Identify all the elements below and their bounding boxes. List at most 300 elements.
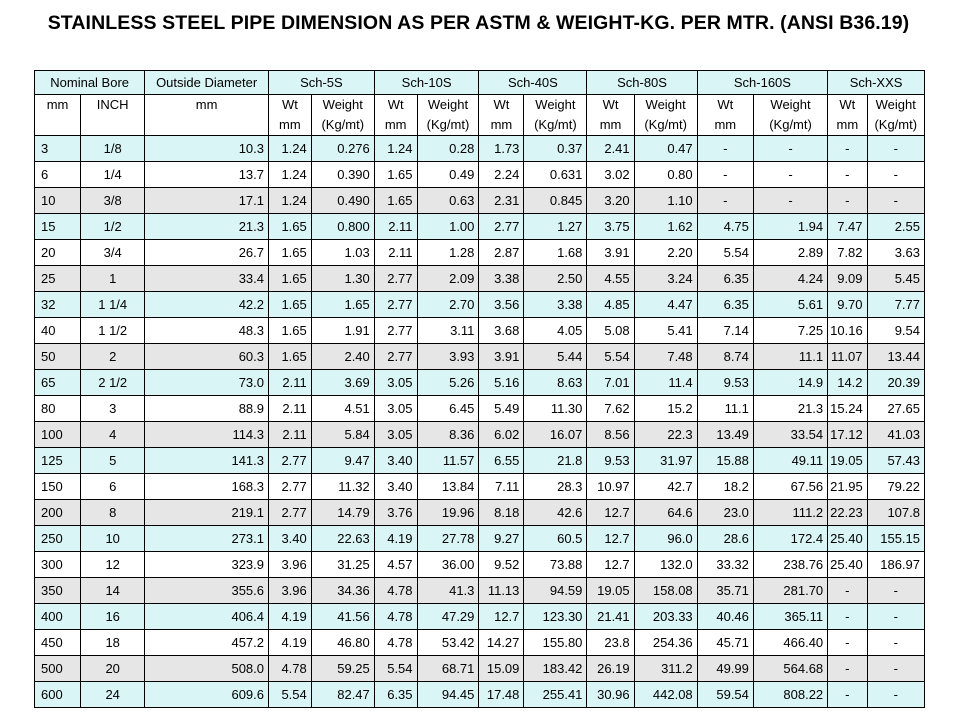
table-cell: 255.41: [524, 682, 587, 708]
table-cell: 9.70: [828, 292, 867, 318]
header-sch-10s: Sch-10S: [374, 71, 479, 95]
table-row: [35, 448, 925, 474]
table-cell: 500: [35, 656, 81, 682]
table-cell: 1: [81, 266, 145, 292]
table-cell: 2.50: [524, 266, 587, 292]
table-cell: 7.14: [697, 318, 753, 344]
table-cell: 50: [35, 344, 81, 370]
table-cell: 64.6: [634, 500, 697, 526]
table-cell: 2.11: [269, 422, 312, 448]
table-cell: 3.75: [587, 214, 634, 240]
table-cell: 33.4: [145, 266, 269, 292]
table-cell: 94.59: [524, 578, 587, 604]
table-cell: 14.9: [753, 370, 827, 396]
table-cell: 96.0: [634, 526, 697, 552]
table-cell: 25.40: [828, 552, 867, 578]
table-cell: -: [867, 188, 924, 214]
table-cell: 5: [81, 448, 145, 474]
header-outside-diameter: Outside Diameter: [145, 71, 269, 95]
table-cell: 323.9: [145, 552, 269, 578]
header-nominal-bore: Nominal Bore: [35, 71, 145, 95]
header-weight: Weight: [867, 95, 924, 116]
header-weight-unit: (Kg/mt): [417, 115, 479, 136]
table-cell: 33.32: [697, 552, 753, 578]
table-cell: 8.36: [417, 422, 479, 448]
table-cell: 10.3: [145, 136, 269, 162]
table-cell: 10.16: [828, 318, 867, 344]
table-cell: 80: [35, 396, 81, 422]
table-cell: 41.56: [311, 604, 374, 630]
table-cell: 23.0: [697, 500, 753, 526]
table-cell: 9.54: [867, 318, 924, 344]
table-cell: -: [828, 136, 867, 162]
table-row: [35, 656, 925, 682]
table-row: [35, 604, 925, 630]
header-od-mm: mm: [145, 95, 269, 136]
table-cell: 40.46: [697, 604, 753, 630]
table-cell: 45.71: [697, 630, 753, 656]
table-cell: 2.11: [374, 214, 417, 240]
table-cell: 300: [35, 552, 81, 578]
table-cell: 10: [35, 188, 81, 214]
table-cell: 311.2: [634, 656, 697, 682]
table-cell: 1.65: [269, 318, 312, 344]
table-cell: 2.11: [269, 396, 312, 422]
table-row: [35, 474, 925, 500]
table-cell: 4.85: [587, 292, 634, 318]
table-cell: 0.631: [524, 162, 587, 188]
table-cell: 9.09: [828, 266, 867, 292]
table-cell: 15.88: [697, 448, 753, 474]
table-cell: 0.845: [524, 188, 587, 214]
table-cell: 5.54: [697, 240, 753, 266]
table-cell: 49.99: [697, 656, 753, 682]
table-cell: 11.57: [417, 448, 479, 474]
table-cell: 17.48: [479, 682, 524, 708]
table-cell: 155.15: [867, 526, 924, 552]
table-cell: 46.80: [311, 630, 374, 656]
table-cell: 238.76: [753, 552, 827, 578]
table-cell: 3/4: [81, 240, 145, 266]
table-cell: 125: [35, 448, 81, 474]
header-sch-40s: Sch-40S: [479, 71, 587, 95]
table-cell: 3.56: [479, 292, 524, 318]
table-cell: 22.63: [311, 526, 374, 552]
table-cell: 9.47: [311, 448, 374, 474]
table-cell: 808.22: [753, 682, 827, 708]
table-cell: 11.30: [524, 396, 587, 422]
table-cell: 3.91: [479, 344, 524, 370]
table-cell: 450: [35, 630, 81, 656]
table-row: [35, 240, 925, 266]
table-cell: -: [867, 136, 924, 162]
table-cell: 42.2: [145, 292, 269, 318]
table-cell: 10: [81, 526, 145, 552]
table-cell: 2.77: [374, 318, 417, 344]
table-cell: 355.6: [145, 578, 269, 604]
header-wt: Wt: [587, 95, 634, 116]
table-cell: 1.65: [311, 292, 374, 318]
table-cell: -: [867, 604, 924, 630]
table-cell: 73.0: [145, 370, 269, 396]
table-cell: 3: [35, 136, 81, 162]
table-cell: 3.38: [524, 292, 587, 318]
table-cell: 4.75: [697, 214, 753, 240]
table-cell: 186.97: [867, 552, 924, 578]
table-cell: -: [867, 630, 924, 656]
table-cell: 60.3: [145, 344, 269, 370]
table-cell: 2.89: [753, 240, 827, 266]
table-cell: 1.24: [269, 188, 312, 214]
table-cell: 114.3: [145, 422, 269, 448]
table-cell: 8.74: [697, 344, 753, 370]
table-cell: 3.96: [269, 578, 312, 604]
table-cell: 2.11: [374, 240, 417, 266]
table-cell: 12.7: [587, 526, 634, 552]
table-cell: 20: [35, 240, 81, 266]
table-cell: 13.84: [417, 474, 479, 500]
table-cell: 5.61: [753, 292, 827, 318]
table-cell: 28.3: [524, 474, 587, 500]
table-cell: 3.93: [417, 344, 479, 370]
table-cell: 2.11: [269, 370, 312, 396]
table-cell: 0.800: [311, 214, 374, 240]
table-row: [35, 136, 925, 162]
table-cell: 2 1/2: [81, 370, 145, 396]
header-wt-unit: mm: [697, 115, 753, 136]
table-cell: 32: [35, 292, 81, 318]
table-cell: 0.80: [634, 162, 697, 188]
table-cell: 25: [35, 266, 81, 292]
table-cell: 3.76: [374, 500, 417, 526]
table-row: [35, 578, 925, 604]
table-cell: 6.35: [697, 266, 753, 292]
table-cell: 2.77: [269, 474, 312, 500]
table-cell: 2.77: [269, 448, 312, 474]
table-row: [35, 214, 925, 240]
table-cell: 7.01: [587, 370, 634, 396]
table-cell: 3.11: [417, 318, 479, 344]
table-cell: 14: [81, 578, 145, 604]
table-cell: 31.25: [311, 552, 374, 578]
table-cell: 18: [81, 630, 145, 656]
table-cell: 1 1/2: [81, 318, 145, 344]
table-cell: 4.78: [269, 656, 312, 682]
table-cell: 123.30: [524, 604, 587, 630]
table-cell: 73.88: [524, 552, 587, 578]
table-cell: 3.69: [311, 370, 374, 396]
table-cell: 59.25: [311, 656, 374, 682]
header-weight-unit: (Kg/mt): [753, 115, 827, 136]
table-cell: 8: [81, 500, 145, 526]
table-cell: 172.4: [753, 526, 827, 552]
table-cell: 20: [81, 656, 145, 682]
table-cell: 1.65: [269, 214, 312, 240]
table-cell: 3/8: [81, 188, 145, 214]
table-cell: 5.49: [479, 396, 524, 422]
table-cell: 7.62: [587, 396, 634, 422]
header-weight-unit: (Kg/mt): [867, 115, 924, 136]
table-cell: 33.54: [753, 422, 827, 448]
table-row: [35, 682, 925, 708]
table-cell: 3.91: [587, 240, 634, 266]
table-cell: 3.63: [867, 240, 924, 266]
table-cell: 20.39: [867, 370, 924, 396]
table-cell: 3.05: [374, 396, 417, 422]
table-cell: 2.77: [374, 344, 417, 370]
table-cell: 49.11: [753, 448, 827, 474]
table-cell: 5.44: [524, 344, 587, 370]
header-sch-80s: Sch-80S: [587, 71, 697, 95]
table-cell: 466.40: [753, 630, 827, 656]
table-cell: 11.13: [479, 578, 524, 604]
table-cell: 107.8: [867, 500, 924, 526]
table-cell: 34.36: [311, 578, 374, 604]
table-cell: 6: [81, 474, 145, 500]
header-row-units-1: [35, 95, 925, 116]
table-cell: -: [828, 604, 867, 630]
table-cell: 0.276: [311, 136, 374, 162]
table-cell: 14.27: [479, 630, 524, 656]
table-cell: 3.40: [269, 526, 312, 552]
table-cell: 28.6: [697, 526, 753, 552]
table-cell: 1.73: [479, 136, 524, 162]
header-weight-unit: (Kg/mt): [524, 115, 587, 136]
table-cell: 16.07: [524, 422, 587, 448]
table-cell: 57.43: [867, 448, 924, 474]
table-cell: 13.49: [697, 422, 753, 448]
table-body: [35, 136, 925, 708]
table-cell: 27.78: [417, 526, 479, 552]
table-cell: 2.77: [479, 214, 524, 240]
header-row-groups: [35, 71, 925, 95]
table-cell: 3.40: [374, 474, 417, 500]
table-cell: 1.24: [269, 162, 312, 188]
table-cell: 12.7: [479, 604, 524, 630]
table-cell: 2.24: [479, 162, 524, 188]
header-wt-unit: mm: [828, 115, 867, 136]
table-cell: 9.53: [697, 370, 753, 396]
table-cell: 3.05: [374, 370, 417, 396]
table-cell: 273.1: [145, 526, 269, 552]
table-cell: 41.03: [867, 422, 924, 448]
table-cell: 2.20: [634, 240, 697, 266]
table-row: [35, 630, 925, 656]
table-cell: 2.55: [867, 214, 924, 240]
table-cell: 18.2: [697, 474, 753, 500]
table-cell: 1.10: [634, 188, 697, 214]
table-cell: 0.37: [524, 136, 587, 162]
table-cell: 609.6: [145, 682, 269, 708]
table-cell: 0.390: [311, 162, 374, 188]
table-cell: 13.44: [867, 344, 924, 370]
table-cell: 11.32: [311, 474, 374, 500]
table-cell: 21.8: [524, 448, 587, 474]
header-sch-xxs: Sch-XXS: [828, 71, 925, 95]
table-cell: 14.79: [311, 500, 374, 526]
table-cell: 48.3: [145, 318, 269, 344]
table-cell: 12: [81, 552, 145, 578]
table-cell: 68.71: [417, 656, 479, 682]
table-cell: 5.84: [311, 422, 374, 448]
header-weight: Weight: [753, 95, 827, 116]
table-cell: 100: [35, 422, 81, 448]
table-cell: 1.24: [269, 136, 312, 162]
table-cell: 365.11: [753, 604, 827, 630]
table-cell: 19.05: [828, 448, 867, 474]
table-row: [35, 552, 925, 578]
table-cell: 155.80: [524, 630, 587, 656]
table-cell: 21.3: [753, 396, 827, 422]
table-cell: -: [867, 682, 924, 708]
header-wt: Wt: [828, 95, 867, 116]
header-sch-160s: Sch-160S: [697, 71, 828, 95]
table-cell: 59.54: [697, 682, 753, 708]
table-cell: 1.94: [753, 214, 827, 240]
table-cell: 4.05: [524, 318, 587, 344]
table-cell: 9.53: [587, 448, 634, 474]
table-cell: 23.8: [587, 630, 634, 656]
table-cell: 79.22: [867, 474, 924, 500]
table-cell: 1.62: [634, 214, 697, 240]
table-cell: 6.35: [374, 682, 417, 708]
table-cell: -: [753, 162, 827, 188]
table-cell: 13.7: [145, 162, 269, 188]
table-cell: 15: [35, 214, 81, 240]
table-cell: 2: [81, 344, 145, 370]
table-cell: 88.9: [145, 396, 269, 422]
table-cell: 3.38: [479, 266, 524, 292]
table-cell: 5.41: [634, 318, 697, 344]
table-row: [35, 162, 925, 188]
table-cell: 8.63: [524, 370, 587, 396]
table-cell: 4.55: [587, 266, 634, 292]
table-cell: 7.48: [634, 344, 697, 370]
table-cell: 21.41: [587, 604, 634, 630]
table-cell: 24: [81, 682, 145, 708]
table-cell: -: [828, 188, 867, 214]
table-cell: 21.95: [828, 474, 867, 500]
table-cell: 19.05: [587, 578, 634, 604]
table-cell: 150: [35, 474, 81, 500]
table-cell: 183.42: [524, 656, 587, 682]
table-cell: 94.45: [417, 682, 479, 708]
table-cell: 6.55: [479, 448, 524, 474]
table-cell: 5.26: [417, 370, 479, 396]
table-cell: 25.40: [828, 526, 867, 552]
table-cell: 22.3: [634, 422, 697, 448]
table-cell: 158.08: [634, 578, 697, 604]
table-cell: 8.56: [587, 422, 634, 448]
table-cell: 4.19: [374, 526, 417, 552]
table-cell: 30.96: [587, 682, 634, 708]
header-wt: Wt: [479, 95, 524, 116]
table-cell: 2.40: [311, 344, 374, 370]
table-row: [35, 526, 925, 552]
header-wt-unit: mm: [479, 115, 524, 136]
table-cell: 7.82: [828, 240, 867, 266]
table-cell: 1.27: [524, 214, 587, 240]
table-cell: 1/8: [81, 136, 145, 162]
table-cell: 21.3: [145, 214, 269, 240]
table-cell: 3.68: [479, 318, 524, 344]
header-sch-5s: Sch-5S: [269, 71, 375, 95]
table-cell: 281.70: [753, 578, 827, 604]
table-cell: 6.02: [479, 422, 524, 448]
table-cell: 0.63: [417, 188, 479, 214]
pipe-dimension-table: [34, 70, 925, 708]
table-cell: 2.31: [479, 188, 524, 214]
table-cell: 4: [81, 422, 145, 448]
table-cell: -: [828, 630, 867, 656]
page-title: STAINLESS STEEL PIPE DIMENSION AS PER ASTM & WEIGHT-KG. PER MTR. (ANSI B36.19): [47, 12, 910, 34]
table-cell: 22.23: [828, 500, 867, 526]
table-cell: -: [697, 136, 753, 162]
table-row: [35, 344, 925, 370]
table-cell: 42.6: [524, 500, 587, 526]
table-cell: 2.70: [417, 292, 479, 318]
table-cell: 1.91: [311, 318, 374, 344]
table-cell: 3.05: [374, 422, 417, 448]
table-cell: 5.45: [867, 266, 924, 292]
table-cell: 26.19: [587, 656, 634, 682]
table-cell: 82.47: [311, 682, 374, 708]
table-cell: -: [867, 162, 924, 188]
table-cell: 1/4: [81, 162, 145, 188]
table-cell: 15.2: [634, 396, 697, 422]
table-cell: 1.30: [311, 266, 374, 292]
table-cell: 508.0: [145, 656, 269, 682]
table-cell: -: [753, 136, 827, 162]
table-cell: 600: [35, 682, 81, 708]
table-cell: 65: [35, 370, 81, 396]
table-cell: 0.47: [634, 136, 697, 162]
table-cell: -: [753, 188, 827, 214]
table-cell: 0.490: [311, 188, 374, 214]
table-cell: 564.68: [753, 656, 827, 682]
table-cell: 0.49: [417, 162, 479, 188]
table-cell: 35.71: [697, 578, 753, 604]
table-cell: 4.47: [634, 292, 697, 318]
table-cell: 5.08: [587, 318, 634, 344]
table-cell: 1.00: [417, 214, 479, 240]
table-cell: 168.3: [145, 474, 269, 500]
table-cell: 36.00: [417, 552, 479, 578]
table-cell: 7.77: [867, 292, 924, 318]
table-cell: 5.54: [374, 656, 417, 682]
table-cell: 1.65: [374, 188, 417, 214]
table-cell: 1.65: [269, 266, 312, 292]
table-cell: -: [828, 682, 867, 708]
table-cell: 11.4: [634, 370, 697, 396]
table-cell: 6: [35, 162, 81, 188]
table-cell: 141.3: [145, 448, 269, 474]
header-bore-mm: mm: [35, 95, 81, 136]
header-weight: Weight: [524, 95, 587, 116]
table-cell: 4.78: [374, 578, 417, 604]
table-row: [35, 500, 925, 526]
table-cell: 41.3: [417, 578, 479, 604]
table-cell: 1.65: [374, 162, 417, 188]
table-cell: 26.7: [145, 240, 269, 266]
table-cell: 0.28: [417, 136, 479, 162]
table-cell: 2.09: [417, 266, 479, 292]
table-cell: 9.52: [479, 552, 524, 578]
header-wt-unit: mm: [269, 115, 312, 136]
header-weight-unit: (Kg/mt): [634, 115, 697, 136]
table-row: [35, 422, 925, 448]
table-cell: 2.77: [374, 292, 417, 318]
